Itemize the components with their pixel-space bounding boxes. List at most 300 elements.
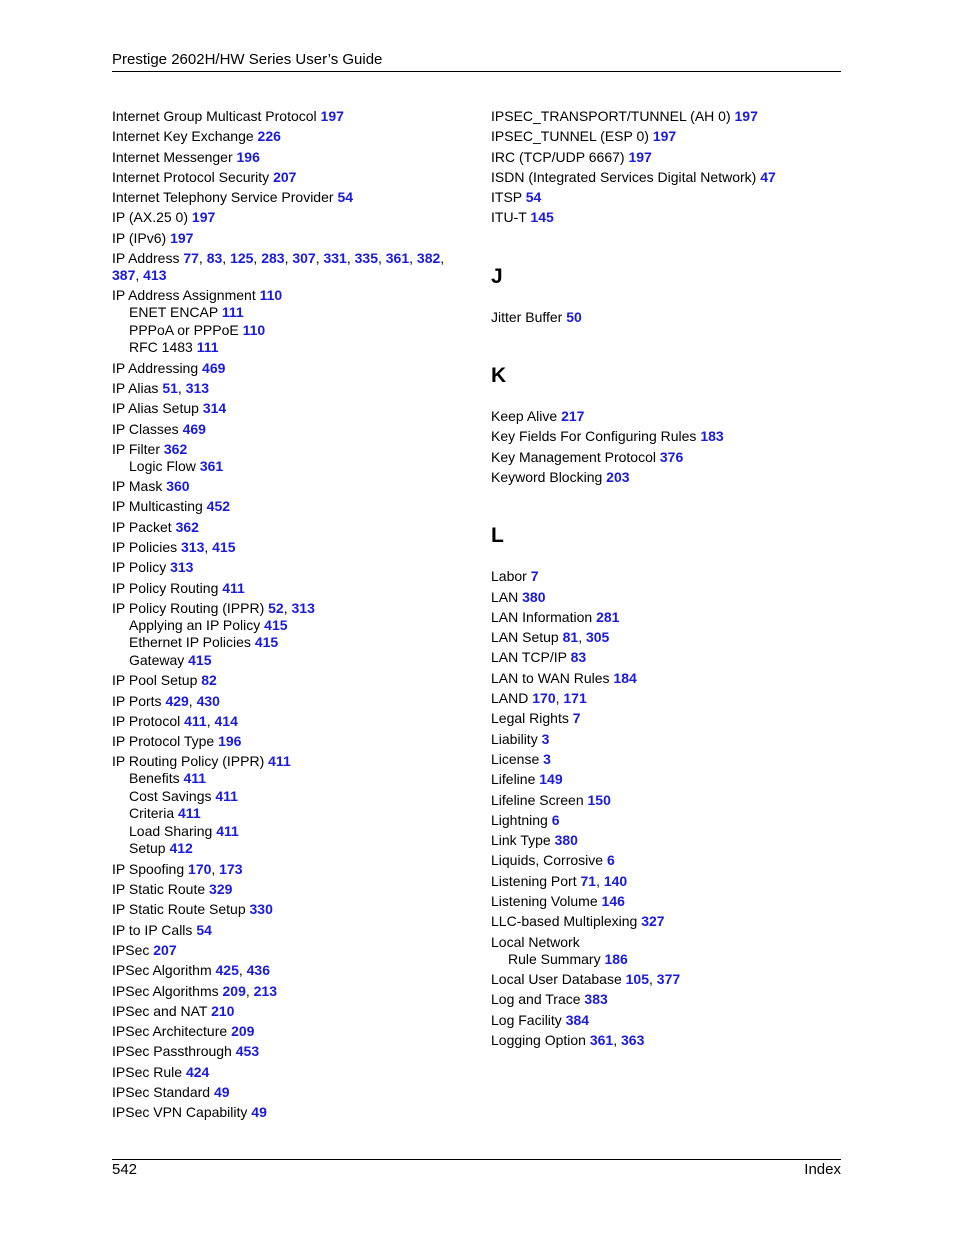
index-entry-line [491, 408, 841, 425]
index-term: IP Alias [112, 379, 159, 396]
page-reference-link[interactable]: 452 [206, 498, 231, 515]
index-entry-line [491, 649, 841, 666]
index-subentry [112, 322, 462, 339]
index-entry [112, 1023, 462, 1040]
page-reference-link[interactable]: 307 [292, 250, 316, 267]
index-entry [112, 713, 462, 730]
index-entry [491, 792, 841, 809]
index-term: IP Address [112, 250, 180, 267]
page-reference-link[interactable]: 170 [532, 690, 556, 707]
page-separator: , [204, 539, 213, 556]
index-term: Benefits [129, 770, 180, 787]
page-reference-link[interactable]: 283 [261, 250, 285, 267]
index-term: Logging Option [491, 1031, 586, 1048]
page-reference-link[interactable]: 209 [231, 1023, 255, 1040]
index-term: IPSec Algorithms [112, 982, 219, 999]
page-reference-link[interactable]: 411 [216, 822, 239, 839]
page-reference-link[interactable]: 217 [561, 408, 585, 425]
index-entry [112, 1084, 462, 1101]
index-term: IPSec Standard [112, 1083, 211, 1100]
index-entry [112, 149, 462, 166]
page-separator: , [596, 872, 604, 889]
page-reference-link[interactable]: 197 [320, 108, 344, 124]
page-reference-link[interactable]: 54 [525, 189, 542, 206]
index-entry [112, 580, 462, 597]
index-term: Criteria [129, 805, 175, 822]
page-reference-link[interactable]: 376 [659, 448, 684, 465]
index-entry-line [491, 991, 841, 1008]
index-term: Gateway [129, 651, 185, 668]
page-reference-link[interactable]: 111 [196, 339, 219, 356]
index-entry [112, 209, 462, 226]
index-entry-line [491, 731, 841, 748]
page-reference-link[interactable]: 196 [218, 733, 242, 750]
index-term: Internet Protocol Security [112, 168, 270, 185]
index-entry [491, 209, 841, 226]
index-term: IP Policies [112, 539, 178, 556]
index-entry-line [112, 559, 462, 576]
page-reference-link[interactable]: 411 [178, 805, 201, 822]
index-entry [491, 589, 841, 606]
header-divider [112, 71, 841, 72]
page-reference-link[interactable]: 145 [530, 209, 554, 226]
index-entry [491, 812, 841, 829]
page-reference-link[interactable]: 54 [196, 921, 212, 938]
page-reference-link[interactable]: 469 [202, 359, 226, 376]
index-entry-line [491, 449, 841, 466]
index-subentry [112, 617, 462, 634]
page-reference-link[interactable]: 111 [221, 304, 244, 321]
page-reference-link[interactable]: 170 [188, 860, 212, 877]
index-entry-line [491, 128, 841, 145]
index-entry-line [112, 1023, 462, 1040]
index-term: Lifeline [491, 771, 536, 788]
index-term: IP Static Route [112, 881, 206, 898]
index-entry [491, 670, 841, 687]
page-reference-link[interactable]: 313 [181, 539, 205, 556]
page-reference-link[interactable]: 436 [246, 962, 270, 979]
index-term: Labor [491, 568, 527, 585]
index-term: IP Address Assignment [112, 287, 256, 304]
page-separator: , [253, 250, 262, 267]
index-entry-line [112, 189, 462, 206]
index-column-left [112, 108, 462, 1125]
index-entry-line [491, 771, 841, 788]
index-entry [491, 690, 841, 707]
page-reference-link[interactable]: 150 [587, 791, 611, 808]
page-reference-link[interactable]: 226 [257, 128, 281, 145]
index-entry [491, 428, 841, 445]
index-term: Key Fields For Configuring Rules [491, 428, 697, 445]
index-term: LLC-based Multiplexing [491, 913, 638, 930]
index-term: Keep Alive [491, 408, 558, 425]
index-entry [491, 934, 841, 968]
page-reference-link[interactable]: 330 [249, 901, 273, 918]
index-entry-line [112, 600, 462, 617]
index-entry [491, 852, 841, 869]
page-separator: , [649, 970, 657, 987]
index-term: LAND [491, 690, 529, 707]
index-term: IP Mask [112, 478, 163, 495]
index-entry-line [112, 861, 462, 878]
page-reference-link[interactable]: 327 [641, 913, 665, 930]
page-reference-link[interactable]: 186 [604, 950, 628, 967]
page-reference-link[interactable]: 305 [585, 629, 610, 646]
index-entry-line [112, 128, 462, 145]
page-reference-link[interactable]: 329 [209, 881, 233, 898]
page-reference-link[interactable]: 313 [185, 379, 210, 396]
index-entry-line [112, 672, 462, 689]
index-subentry [112, 652, 462, 669]
index-term: IP Filter [112, 440, 160, 457]
page-reference-link[interactable]: 415 [212, 539, 236, 556]
page-reference-link[interactable]: 207 [153, 941, 177, 958]
index-term: Lifeline Screen [491, 791, 584, 808]
index-term: ITU-T [491, 209, 527, 226]
index-entry [112, 478, 462, 495]
page-number: 542 [112, 1161, 138, 1178]
index-entry [491, 629, 841, 646]
page-reference-link[interactable]: 83 [570, 649, 587, 666]
index-term: IP Pool Setup [112, 672, 198, 689]
index-entry [491, 609, 841, 626]
page-reference-link[interactable]: 209 [222, 982, 246, 999]
page-reference-link[interactable]: 414 [214, 712, 238, 729]
page-reference-link[interactable]: 7 [572, 710, 581, 727]
index-subentry [112, 805, 462, 822]
page-reference-link[interactable]: 140 [603, 872, 628, 889]
index-entry-line [112, 901, 462, 918]
page-reference-link[interactable]: 383 [584, 991, 608, 1008]
index-entry [491, 449, 841, 466]
page-reference-link[interactable]: 281 [596, 608, 620, 625]
page-reference-link[interactable]: 469 [182, 420, 206, 437]
page-reference-link[interactable]: 82 [201, 672, 217, 689]
index-entry [491, 309, 841, 326]
index-term: Internet Messenger [112, 148, 233, 165]
index-letter-heading: L [491, 524, 504, 548]
index-term: Listening Port [491, 872, 577, 889]
index-entry-line [491, 751, 841, 768]
index-term: IP Packet [112, 518, 172, 535]
page-reference-link[interactable]: 313 [291, 599, 315, 616]
index-entry [112, 600, 462, 669]
index-entry-line [112, 1043, 462, 1060]
index-term: IP Spoofing [112, 860, 185, 877]
footer-section-name: Index [804, 1161, 841, 1178]
index-subentry [112, 458, 462, 475]
index-entry-line [491, 149, 841, 166]
index-entry [491, 991, 841, 1008]
index-term: Log Facility [491, 1011, 562, 1028]
index-term: IPSec Architecture [112, 1023, 228, 1040]
index-entry-line [112, 693, 462, 710]
page-separator: , [206, 712, 215, 729]
index-entry-line [112, 713, 462, 730]
index-term: IP Policy [112, 559, 167, 576]
index-entry-line [112, 169, 462, 186]
index-term: IPSec VPN Capability [112, 1104, 248, 1121]
index-subentry [112, 634, 462, 651]
index-entry-line [112, 922, 462, 939]
index-term: Local Network [491, 933, 580, 950]
page-reference-link[interactable]: 377 [656, 970, 681, 987]
index-entry [112, 922, 462, 939]
page-reference-link[interactable]: 171 [563, 690, 587, 707]
index-term: IP Static Route Setup [112, 901, 246, 918]
index-term: Listening Volume [491, 893, 598, 910]
page-reference-link[interactable]: 49 [213, 1083, 230, 1100]
index-entry-line [112, 360, 462, 377]
page-reference-link[interactable]: 3 [541, 730, 550, 747]
page-reference-link[interactable]: 384 [565, 1011, 590, 1028]
page-reference-link[interactable]: 362 [163, 440, 188, 457]
page-reference-link[interactable]: 424 [185, 1063, 210, 1080]
page-reference-link[interactable]: 77 [183, 250, 199, 267]
page-separator: , [283, 599, 292, 616]
index-term: Internet Telephony Service Provider [112, 189, 334, 206]
index-entry-line [491, 852, 841, 869]
index-entry-line [491, 710, 841, 727]
page-reference-link[interactable]: 210 [211, 1002, 235, 1019]
index-entry [491, 189, 841, 206]
page-reference-link[interactable]: 81 [562, 629, 579, 646]
index-entry-line [491, 428, 841, 445]
page-reference-link[interactable]: 411 [222, 579, 245, 596]
index-entry [491, 913, 841, 930]
page-separator: , [315, 250, 324, 267]
index-entry-line [491, 792, 841, 809]
page-reference-link[interactable]: 380 [522, 588, 546, 605]
page-separator: , [198, 250, 207, 267]
index-subentry [112, 788, 462, 805]
index-entry-line [112, 580, 462, 597]
page-reference-link[interactable]: 331 [323, 250, 347, 267]
index-term: IPSec Rule [112, 1063, 183, 1080]
page-reference-link[interactable]: 453 [235, 1043, 260, 1060]
page-reference-link[interactable]: 196 [236, 148, 260, 165]
page-reference-link[interactable]: 197 [628, 148, 652, 165]
page-reference-link[interactable]: 411 [268, 753, 291, 770]
page-reference-link[interactable]: 415 [254, 634, 279, 651]
index-entry [112, 400, 462, 417]
index-entry [112, 287, 462, 356]
index-term: Keyword Blocking [491, 468, 603, 485]
index-term: Local User Database [491, 970, 622, 987]
index-entry [112, 942, 462, 959]
page-separator: , [211, 860, 220, 877]
page-reference-link[interactable]: 415 [264, 616, 288, 633]
page-reference-link[interactable]: 197 [191, 209, 216, 226]
index-term: ISDN (Integrated Services Digital Network) [491, 168, 757, 185]
index-term: IPSec and NAT [112, 1002, 208, 1019]
page-separator: , [409, 250, 417, 267]
page-reference-link[interactable]: 7 [530, 568, 539, 585]
index-entry [112, 128, 462, 145]
index-entry-line [491, 812, 841, 829]
index-entry-line [491, 189, 841, 206]
index-entry [112, 983, 462, 1000]
index-term: Rule Summary [508, 950, 601, 967]
page-reference-link[interactable]: 197 [734, 108, 758, 124]
page-reference-link[interactable]: 183 [700, 428, 724, 445]
index-entry-line [491, 469, 841, 486]
index-entry [112, 733, 462, 750]
index-term: IRC (TCP/UDP 6667) [491, 148, 625, 165]
page-reference-link[interactable]: 415 [188, 651, 212, 668]
page-reference-link[interactable]: 51 [162, 379, 178, 396]
page-reference-link[interactable]: 3 [543, 750, 551, 767]
index-entry-line [491, 873, 841, 890]
page-reference-link[interactable]: 335 [354, 250, 378, 267]
page-reference-link[interactable]: 413 [143, 267, 167, 284]
index-term: Liability [491, 730, 538, 747]
index-term: LAN to WAN Rules [491, 669, 610, 686]
page-reference-link[interactable]: 380 [554, 832, 578, 849]
index-entry [112, 881, 462, 898]
page-reference-link[interactable]: 50 [566, 308, 582, 325]
page-reference-link[interactable]: 411 [183, 770, 207, 787]
index-entry-line [491, 609, 841, 626]
page-reference-link[interactable]: 197 [652, 128, 677, 145]
page-reference-link[interactable]: 412 [169, 840, 193, 857]
page-reference-link[interactable]: 6 [551, 811, 560, 828]
index-entry-line [112, 230, 462, 247]
index-entry [491, 469, 841, 486]
index-entry-line [112, 1064, 462, 1081]
page-reference-link[interactable]: 207 [273, 168, 297, 185]
page-reference-link[interactable]: 71 [580, 872, 597, 889]
index-entry [491, 893, 841, 910]
index-entry [112, 539, 462, 556]
page-reference-link[interactable]: 361 [199, 457, 224, 474]
index-term: LAN [491, 588, 519, 605]
page-reference-link[interactable]: 429 [165, 692, 189, 709]
page-separator: , [377, 250, 386, 267]
index-term: IPSec Passthrough [112, 1043, 232, 1060]
index-term: Jitter Buffer [491, 308, 563, 325]
page-reference-link[interactable]: 149 [539, 771, 563, 788]
index-entry-line [112, 1084, 462, 1101]
index-entry-line [112, 400, 462, 417]
index-term: IPSEC_TRANSPORT/TUNNEL (AH 0) [491, 108, 731, 124]
index-entry [112, 360, 462, 377]
page-reference-link[interactable]: 314 [202, 400, 227, 417]
page-reference-link[interactable]: 110 [259, 287, 283, 304]
index-term: Load Sharing [129, 822, 213, 839]
page-reference-link[interactable]: 110 [242, 321, 266, 338]
index-entry-line [112, 519, 462, 536]
index-entry-line [112, 380, 462, 397]
page-reference-link[interactable]: 387 [112, 267, 136, 284]
index-entry [112, 1003, 462, 1020]
index-term: IPSec [112, 941, 150, 958]
index-entry [112, 693, 462, 710]
index-entry-line [112, 962, 462, 979]
index-subentry [112, 770, 462, 787]
index-term: IP to IP Calls [112, 921, 193, 938]
index-term: IP Addressing [112, 359, 199, 376]
page-reference-link[interactable]: 382 [416, 250, 441, 267]
page-reference-link[interactable]: 146 [601, 893, 625, 910]
page-reference-link[interactable]: 313 [170, 559, 194, 576]
index-term: Cost Savings [129, 787, 212, 804]
index-term: Internet Key Exchange [112, 128, 254, 145]
index-entry [491, 108, 841, 125]
index-entry [491, 771, 841, 788]
page-reference-link[interactable]: 360 [166, 478, 190, 495]
page-reference-link[interactable]: 363 [621, 1031, 645, 1048]
index-entry [112, 498, 462, 515]
page-reference-link[interactable]: 425 [215, 962, 239, 979]
page-reference-link[interactable]: 184 [613, 669, 637, 686]
index-term: RFC 1483 [129, 339, 193, 356]
index-term: IP (IPv6) [112, 229, 167, 246]
page-reference-link[interactable]: 105 [625, 970, 649, 987]
page-reference-link[interactable]: 83 [206, 250, 223, 267]
index-entry-line [491, 108, 841, 125]
index-subentry [112, 823, 462, 840]
index-entry-line [112, 421, 462, 438]
page-reference-link[interactable]: 362 [175, 518, 199, 535]
index-entry [112, 108, 462, 125]
index-term: IP Multicasting [112, 498, 203, 515]
index-subentry [112, 840, 462, 857]
page-reference-link[interactable]: 173 [219, 860, 243, 877]
page-separator: , [284, 250, 293, 267]
index-entry [491, 1032, 841, 1049]
page-reference-link[interactable]: 361 [385, 250, 410, 267]
index-term: Internet Group Multicast Protocol [112, 108, 317, 124]
index-entry [112, 380, 462, 397]
index-subentry [491, 951, 841, 968]
page-reference-link[interactable]: 6 [606, 852, 615, 869]
page-reference-link[interactable]: 213 [253, 982, 277, 999]
page-reference-link[interactable]: 54 [337, 189, 354, 206]
index-term: IP Protocol [112, 712, 181, 729]
index-entry-line [112, 1003, 462, 1020]
footer-divider [112, 1159, 841, 1160]
index-entry-line [112, 733, 462, 750]
index-entry [112, 962, 462, 979]
page-reference-link[interactable]: 47 [760, 168, 776, 185]
index-subentry [112, 304, 462, 321]
index-entry-line [112, 287, 462, 304]
index-letter-heading: K [491, 364, 507, 388]
index-entry-line [491, 913, 841, 930]
index-entry [112, 1104, 462, 1121]
page-reference-link[interactable]: 52 [268, 599, 284, 616]
page-separator: , [222, 250, 231, 267]
page-reference-link[interactable]: 203 [606, 468, 630, 485]
index-term: IP Protocol Type [112, 733, 215, 750]
index-term: LAN Information [491, 608, 593, 625]
index-entry [491, 1012, 841, 1029]
page-reference-link[interactable]: 430 [196, 692, 220, 709]
page-reference-link[interactable]: 411 [215, 787, 238, 804]
index-entry-line [112, 441, 462, 458]
index-entry-line [491, 690, 841, 707]
index-entry-line [112, 108, 462, 125]
page-reference-link[interactable]: 49 [251, 1104, 267, 1121]
index-entry-line [491, 209, 841, 226]
index-entry [491, 408, 841, 425]
page-reference-link[interactable]: 197 [170, 229, 194, 246]
page-reference-link[interactable]: 125 [230, 250, 254, 267]
page-reference-link[interactable]: 411 [184, 712, 207, 729]
index-entry [112, 1064, 462, 1081]
page-reference-link[interactable]: 361 [589, 1031, 614, 1048]
